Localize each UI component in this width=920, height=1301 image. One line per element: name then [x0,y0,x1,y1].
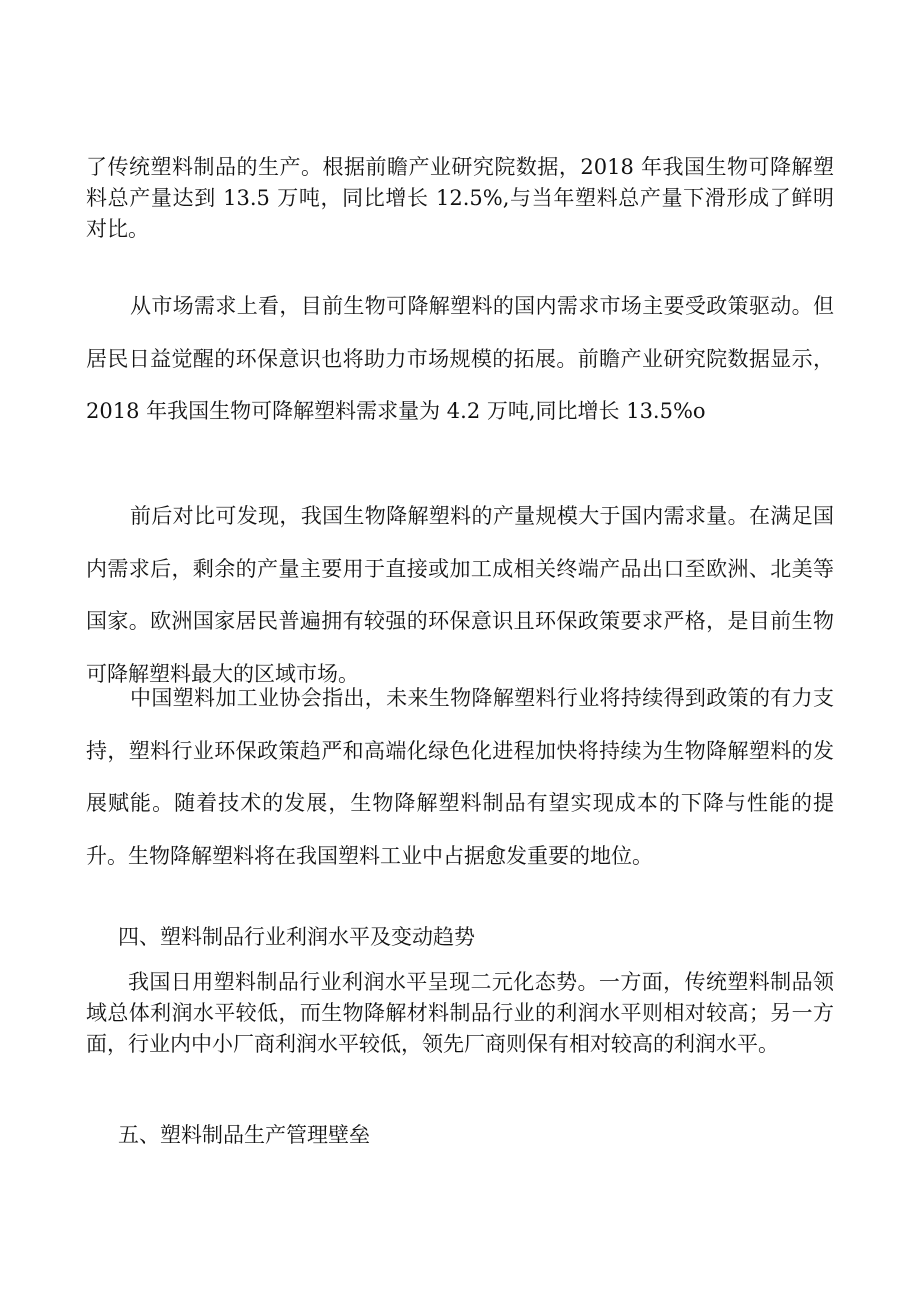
section-heading-profit: 四、塑料制品行业利润水平及变动趋势 [118,925,475,949]
section-heading-barriers: 五、塑料制品生产管理壁垒 [118,1123,370,1147]
paragraph-market-demand: 从市场需求上看，目前生物可降解塑料的国内需求市场主要受政策驱动。但居民日益觉醒的环保意识也将助力市场规模的拓展。前瞻产业研究院数据显示，2018 年我国生物可降解塑料需求量为 4.2 万吨,同比增长 13.5%o [86,294,834,423]
paragraph-industry-outlook: 中国塑料加工业协会指出，未来生物降解塑料行业将持续得到政策的有力支持，塑料行业环保政策趋严和高端化绿色化进程加快将持续为生物降解塑料的发展赋能。随着技术的发展，生物降解塑料制品有望实现成本的下降与性能的提升。生物降解塑料将在我国塑料工业中占据愈发重要的地位。 [86,686,834,868]
paragraph-comparison: 前后对比可发现，我国生物降解塑料的产量规模大于国内需求量。在满足国内需求后，剩余的产量主要用于直接或加工成相关终端产品出口至欧洲、北美等国家。欧洲国家居民普遍拥有较强的环保意识且环保政策要求严格，是目前生物可降解塑料最大的区域市场。 [86,504,834,686]
paragraph-profit-level: 我国日用塑料制品行业利润水平呈现二元化态势。一方面，传统塑料制品领域总体利润水平较低，而生物降解材料制品行业的利润水平则相对较高；另一方面，行业内中小厂商利润水平较低，领先厂商则保有相对较高的利润水平。 [86,970,834,1056]
paragraph-production: 了传统塑料制品的生产。根据前瞻产业研究院数据，2018 年我国生物可降解塑料总产量达到 13.5 万吨，同比增长 12.5%,与当年塑料总产量下滑形成了鲜明对比。 [86,155,834,241]
